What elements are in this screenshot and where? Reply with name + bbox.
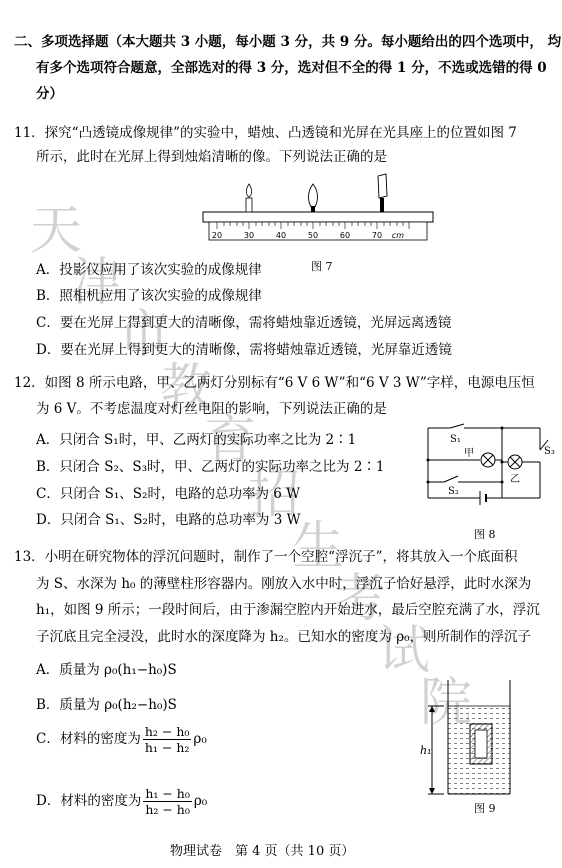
lamp-a-label: 甲 — [464, 448, 474, 459]
q13-stem-line-4: 子沉底且完全浸没，此时水的深度降为 h₂。已知水的密度为 ρ₀，则所制作的浮沉子 — [36, 629, 532, 645]
ruler-tick-label: 30 — [243, 231, 255, 240]
q11-option-d[interactable]: D．要在光屏上得到更大的清晰像，需将蜡烛靠近透镜，光屏靠近透镜 — [36, 342, 452, 358]
q12-stem-line-2: 为 6 V。不考虑温度对灯丝电阻的影响，下列说法正确的是 — [36, 401, 387, 417]
watermark-char: 招 — [248, 465, 301, 525]
section-heading-line-2: 有多个选项符合题意，全部选对的得 3 分，选对但不全的得 1 分，不选或选错的得 0 — [36, 60, 547, 76]
ruler-tick-label: 70 — [371, 231, 383, 240]
q13-option-d[interactable] — [36, 786, 207, 817]
switch-s1-label: S₁ — [450, 434, 461, 445]
figure-8-caption: 图 8 — [474, 528, 496, 541]
watermark-char: 津 — [72, 253, 125, 313]
q13-option-d-fraction — [143, 786, 192, 817]
switch-s2-label: S₂ — [448, 486, 459, 497]
h1-label: h₁ — [420, 744, 432, 757]
container-figure — [418, 676, 518, 801]
q12-option-a[interactable]: A．只闭合 S₁时，甲、乙两灯的实际功率之比为 2∶1 — [36, 432, 357, 448]
q11-option-b[interactable]: B．照相机应用了该次实验的成像规律 — [36, 288, 262, 304]
q13-option-c-suffix: ρ₀ — [193, 731, 207, 747]
watermark-char: 育 — [204, 411, 257, 471]
watermark-char: 院 — [420, 673, 473, 733]
section-heading-line-1: 二、多项选择题（本大题共 3 小题，每小题 3 分，共 9 分。每小题给出的四个选项中， 均 — [14, 34, 562, 50]
fraction-numerator: h₂ − h₀ — [144, 724, 190, 739]
q13-option-b[interactable]: B．质量为 ρ₀(h₂−h₀)S — [36, 697, 177, 713]
q12-option-d[interactable]: D．只闭合 S₁、S₂时，电路的总功率为 3 W — [36, 512, 301, 528]
q13-option-d-suffix: ρ₀ — [193, 793, 208, 809]
q12-stem-line-1: 12．如图 8 所示电路，甲、乙两灯分别标有“6 V 6 W”和“6 V 3 W”字样，电源电压恒 — [14, 375, 535, 391]
candle-icon — [246, 184, 252, 212]
fraction-denominator: h₁ − h₂ — [144, 740, 190, 755]
section-heading-line-3: 分） — [36, 86, 63, 102]
q11-option-a[interactable]: A．投影仪应用了该次实验的成像规律 — [36, 262, 262, 278]
watermark-char: 生 — [292, 517, 345, 577]
q13-stem-line-3: h₁，如图 9 所示；一段时间后，由于渗漏空腔内开始进水，最后空腔充满了水，浮沉 — [36, 602, 540, 618]
switch-s3-label: S₃ — [544, 446, 555, 457]
lamp-b-label: 乙 — [510, 474, 520, 485]
watermark-char: 考 — [334, 569, 387, 629]
q13-option-d-prefix: D．材料的密度为 — [36, 793, 142, 809]
ruler-tick-label: 20 — [211, 231, 223, 240]
figure-9-caption: 图 9 — [474, 802, 496, 815]
fraction-denominator: h₂ − h₀ — [145, 802, 190, 817]
watermark-char: 教 — [160, 359, 213, 419]
ruler-unit-label: cm — [391, 231, 405, 240]
q13-option-a[interactable]: A．质量为 ρ₀(h₁−h₀)S — [36, 662, 177, 678]
q11-stem-line-2: 所示，此时在光屏上得到烛焰清晰的像。下列说法正确的是 — [36, 149, 387, 165]
q11-option-c[interactable]: C．要在光屏上得到更大的清晰像，需将蜡烛靠近透镜，光屏远离透镜 — [36, 315, 452, 331]
fraction-numerator: h₁ − h₀ — [145, 786, 190, 801]
ruler-tick-label: 60 — [339, 231, 351, 240]
ruler-tick-label: 40 — [275, 231, 287, 240]
q12-option-b[interactable]: B．只闭合 S₂、S₃时，甲、乙两灯的实际功率之比为 2∶1 — [36, 459, 385, 475]
q13-option-c[interactable] — [36, 724, 207, 755]
light-screen-icon — [378, 174, 387, 212]
convex-lens-icon — [309, 184, 318, 212]
circuit-figure — [420, 422, 560, 516]
figure-7-caption: 图 7 — [311, 260, 333, 273]
q13-option-c-fraction — [143, 724, 192, 755]
q11-stem-line-1: 11．探究“凸透镜成像规律”的实验中，蜡烛、凸透镜和光屏在光具座上的位置如图 7 — [14, 125, 517, 141]
ruler-tick-label: 50 — [307, 231, 319, 240]
q12-option-c[interactable]: C．只闭合 S₁、S₂时，电路的总功率为 6 W — [36, 486, 300, 502]
q13-stem-line-2: 为 S、水深为 h₀ 的薄壁柱形容器内。刚放入水中时，浮沉子恰好悬浮，此时水深为 — [36, 576, 532, 592]
page-footer: 物理试卷 第 4 页（共 10 页） — [170, 844, 355, 859]
watermark-char: 天 — [30, 201, 83, 261]
q13-stem-line-1: 13．小明在研究物体的浮沉问题时，制作了一个空腔“浮沉子”，将其放入一个底面积 — [14, 549, 518, 565]
watermark-char: 试 — [378, 621, 431, 681]
watermark-char: 市 — [118, 305, 171, 365]
optical-bench-figure — [195, 168, 440, 243]
q13-option-c-prefix: C．材料的密度为 — [36, 731, 141, 747]
